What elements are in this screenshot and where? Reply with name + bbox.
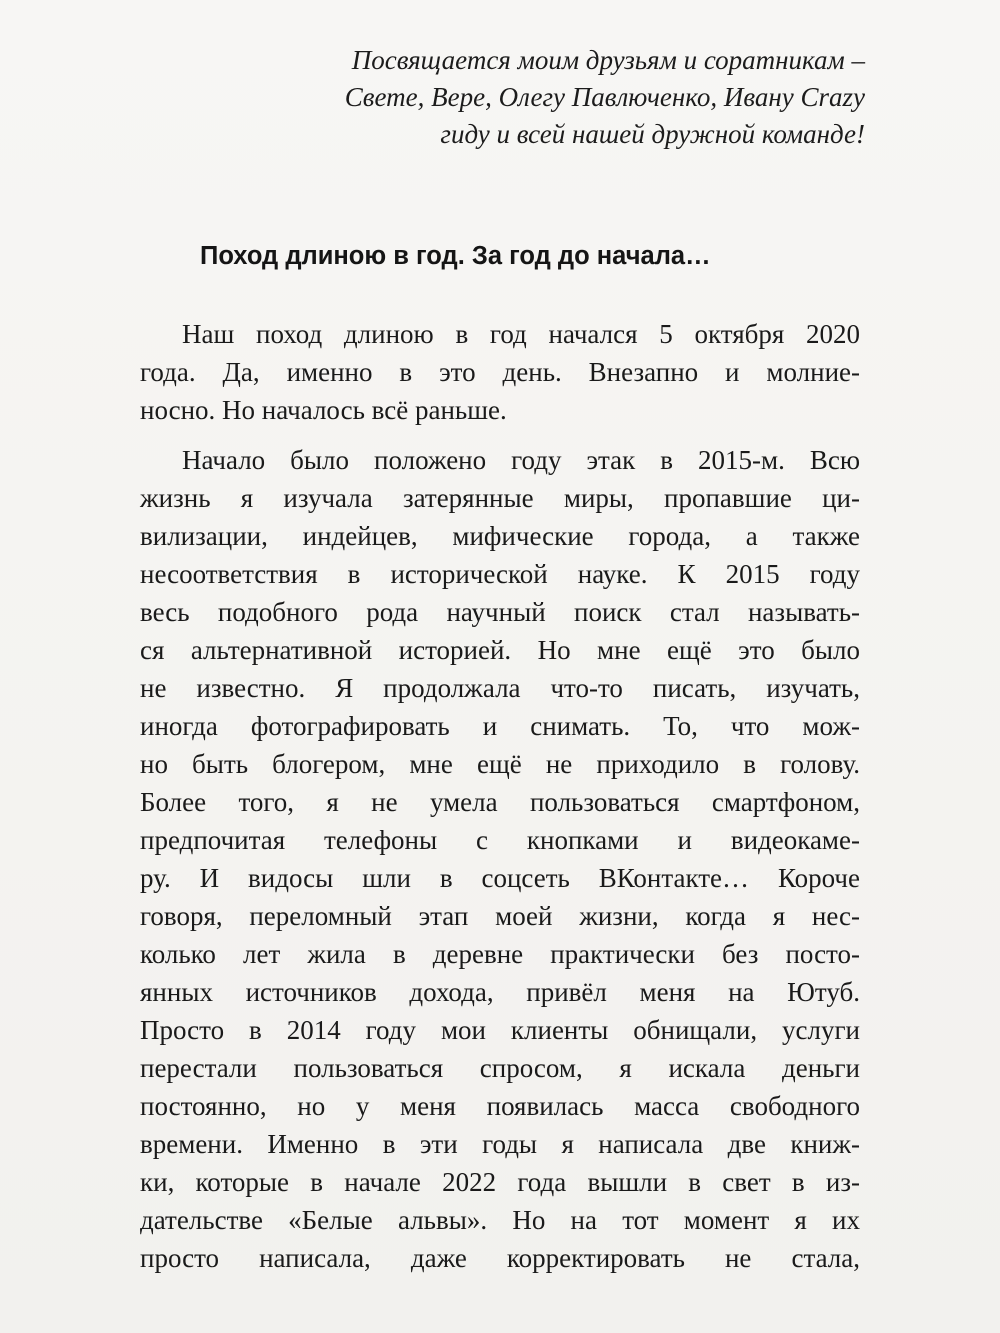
dedication-line: Посвящается моим друзьям и соратникам –	[351, 45, 865, 75]
text-line: ру. И видосы шли в соцсеть ВКонтакте… Короче	[140, 863, 860, 893]
text-line: просто написала, даже корректировать не стала,	[140, 1243, 860, 1273]
text-line: иногда фотографировать и снимать. То, что мож-	[140, 711, 860, 741]
text-line: Наш поход длиною в год начался 5 октября 2020	[182, 319, 860, 349]
body-text	[140, 315, 860, 1277]
text-line: весь подобного рода научный поиск стал называть-	[140, 597, 860, 627]
text-line: ся альтернативной историей. Но мне ещё это было	[140, 635, 860, 665]
dedication-line: гиду и всей нашей дружной команде!	[440, 119, 865, 149]
chapter-title: Поход длиною в год. За год до начала…	[200, 242, 711, 270]
text-line: но быть блогером, мне ещё не приходило в голову.	[140, 749, 860, 779]
text-line: вилизации, индейцев, мифические города, а также	[140, 521, 860, 551]
text-line: не известно. Я продолжала что-то писать, изучать,	[140, 673, 860, 703]
text-line: перестали пользоваться спросом, я искала деньги	[140, 1053, 860, 1083]
text-line: года. Да, именно в это день. Внезапно и молние-	[140, 357, 860, 387]
text-line: Более того, я не умела пользоваться смартфоном,	[140, 787, 860, 817]
text-line: ки, которые в начале 2022 года вышли в свет в из-	[140, 1167, 860, 1197]
text-line: янных источников дохода, привёл меня на Ютуб.	[140, 977, 860, 1007]
text-line: Начало было положено году этак в 2015-м. Всю	[182, 445, 860, 475]
text-line: времени. Именно в эти годы я написала две книж-	[140, 1129, 860, 1159]
text-line: предпочитая телефоны с кнопками и видеокаме-	[140, 825, 860, 855]
text-line: носно. Но началось всё раньше.	[140, 395, 507, 425]
text-line: Просто в 2014 году мои клиенты обнищали, услуги	[140, 1015, 860, 1045]
text-line: колько лет жила в деревне практически без посто-	[140, 939, 860, 969]
dedication-line: Свете, Вере, Олегу Павлюченко, Ивану Crazy	[344, 82, 865, 112]
dedication	[220, 42, 865, 153]
text-line: постоянно, но у меня появилась масса свободного	[140, 1091, 860, 1121]
text-line: говоря, переломный этап моей жизни, когда я нес-	[140, 901, 860, 931]
text-line: дательстве «Белые альвы». Но на тот момент я их	[140, 1205, 860, 1235]
text-line: жизнь я изучала затерянные миры, пропавшие ци-	[140, 483, 860, 513]
text-line: несоответствия в исторической науке. К 2015 году	[140, 559, 860, 589]
